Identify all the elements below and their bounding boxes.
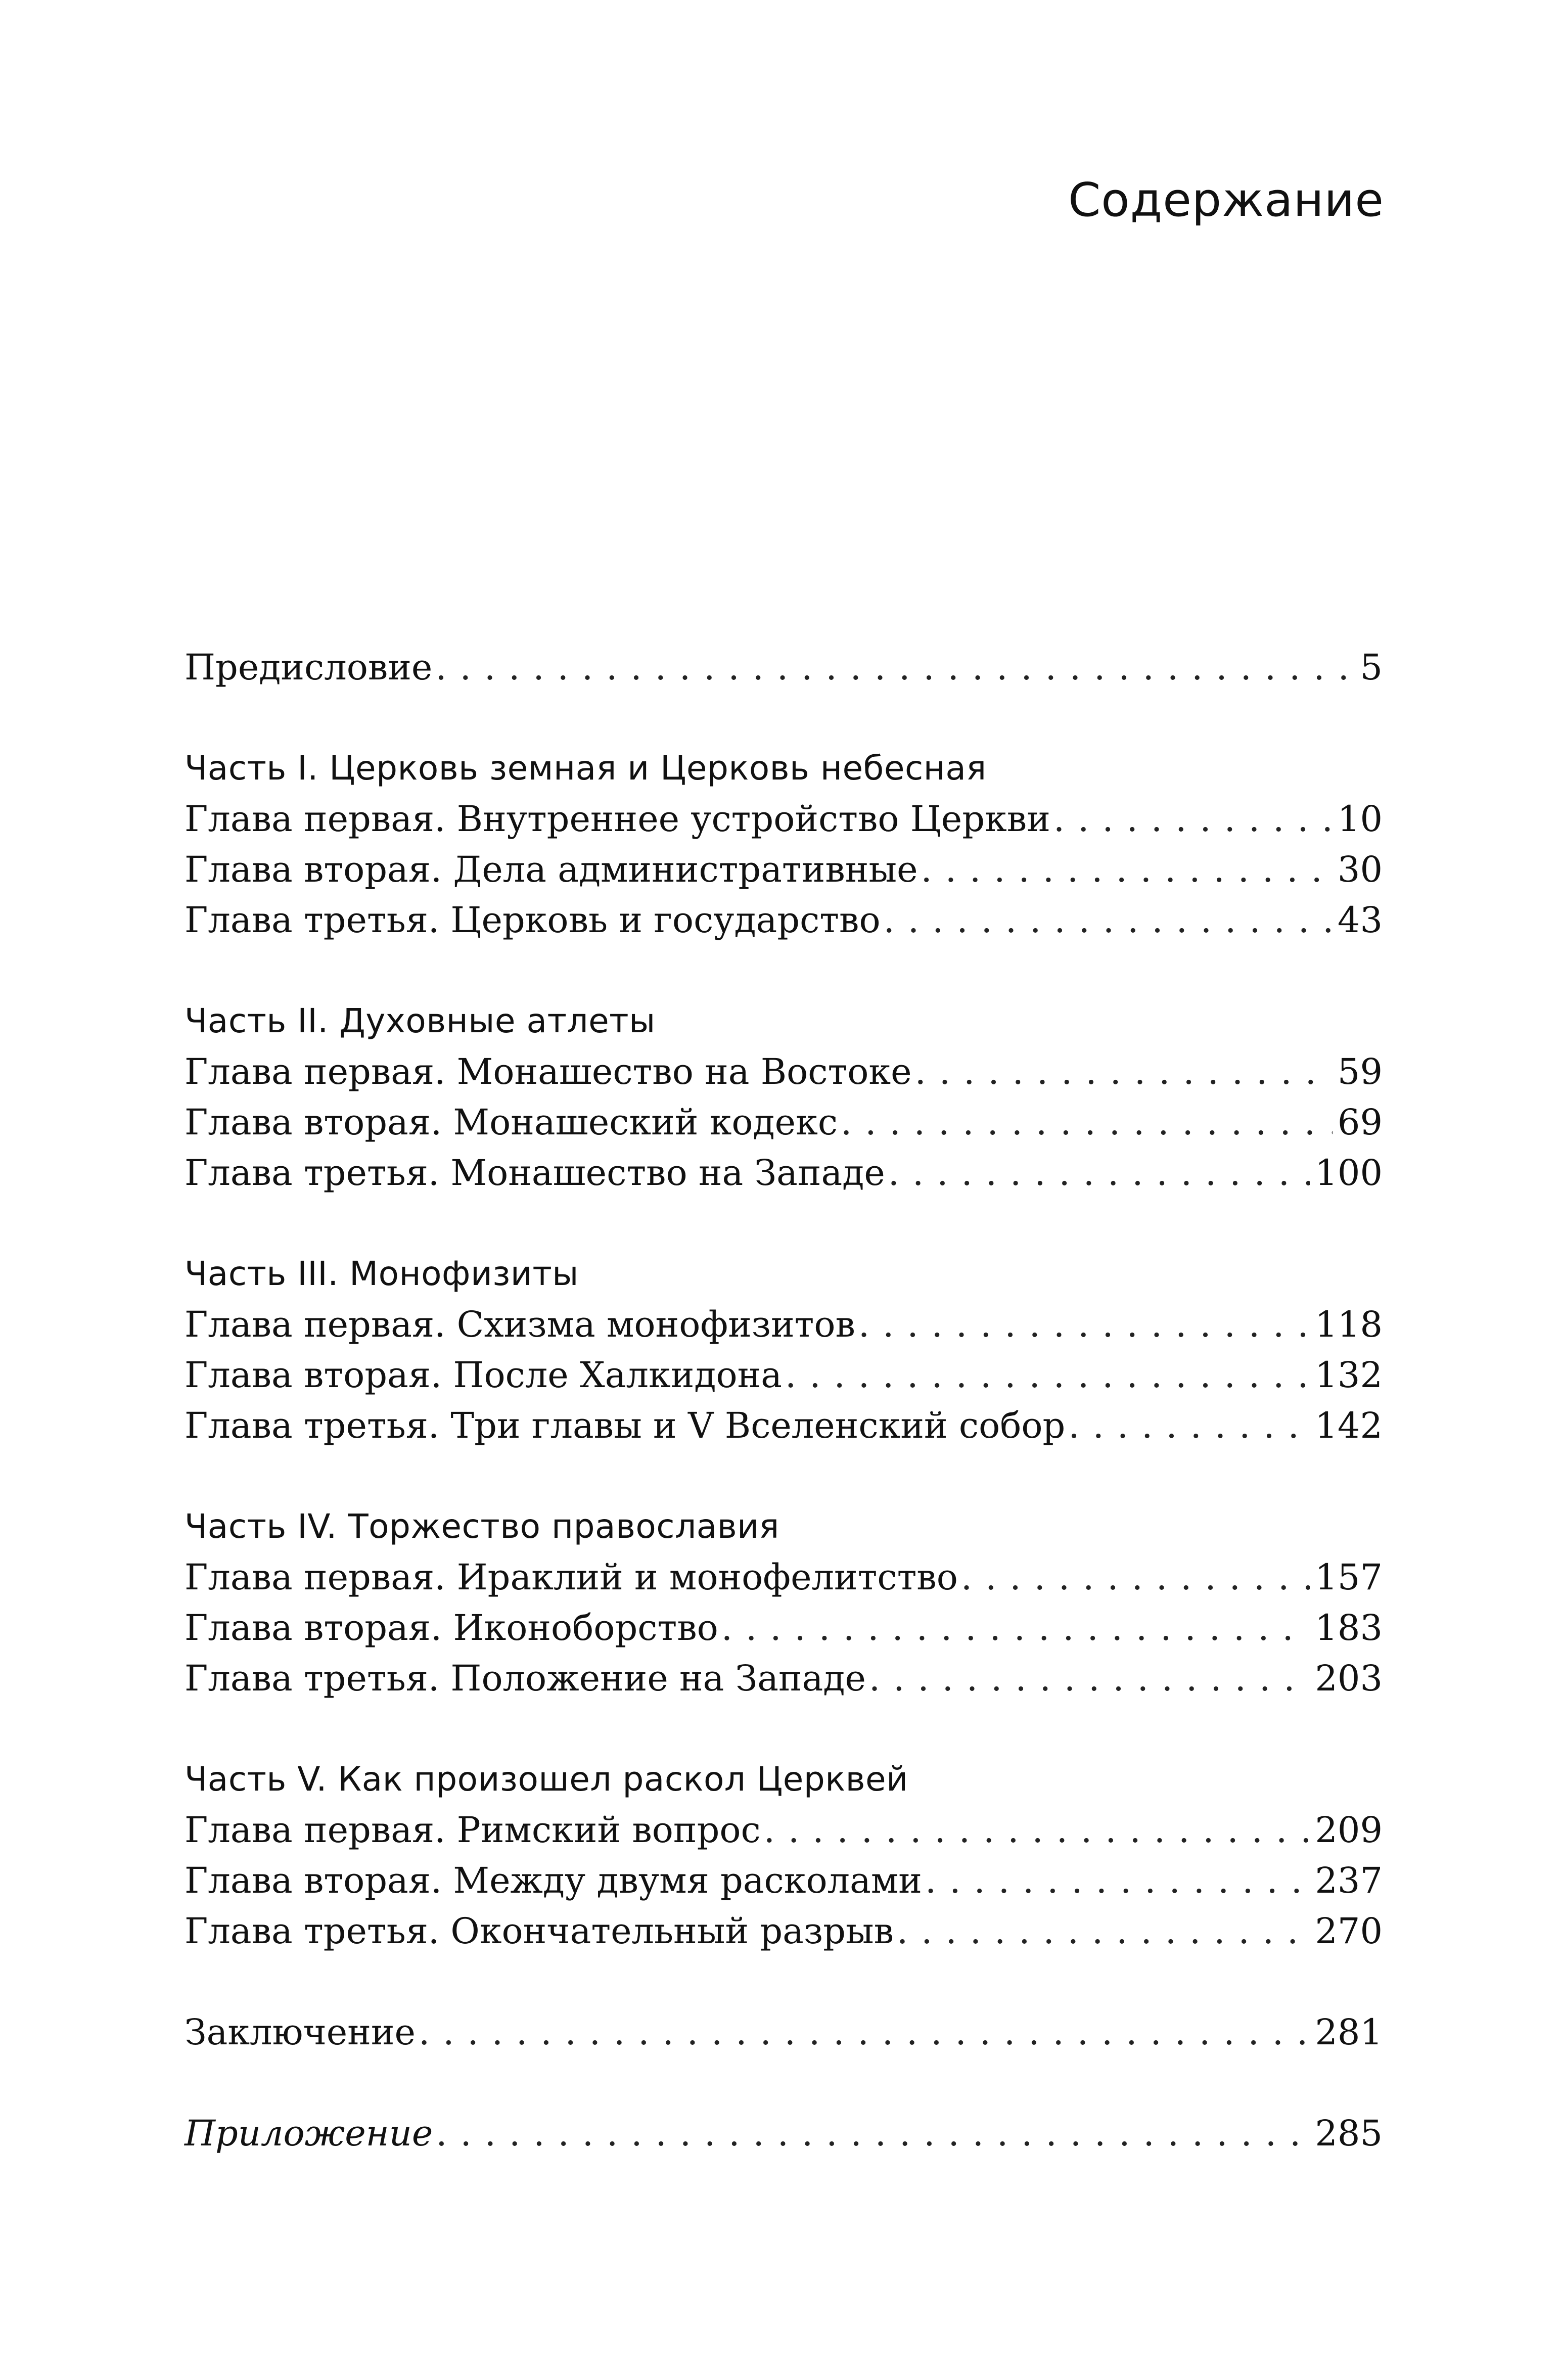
- toc-entry-page: 69: [1337, 1102, 1383, 1143]
- toc-entry-chapter[interactable]: [185, 895, 1383, 945]
- leader-dots: [858, 1299, 1310, 1350]
- leader-dots: [419, 2007, 1310, 2057]
- toc-entry-chapter[interactable]: [185, 1400, 1383, 1451]
- leader-dots: [897, 1906, 1310, 1956]
- toc-entry-label: Глава вторая. После Халкидона: [185, 1354, 783, 1396]
- toc-entry-chapter[interactable]: [185, 1350, 1383, 1400]
- leader-dots: [925, 1855, 1310, 1906]
- part-heading-5: Часть V. Как произошел раскол Церквей: [185, 1760, 908, 1799]
- part-heading-3: Часть III. Монофизиты: [185, 1254, 579, 1293]
- leader-dots: [785, 1350, 1310, 1400]
- toc-entry-label: Глава третья. Три главы и V Вселенский собор: [185, 1405, 1066, 1446]
- toc-entry-label: Глава третья. Окончательный разрыв: [185, 1910, 894, 1952]
- toc-entry-page: 118: [1315, 1304, 1383, 1345]
- toc-entry-chapter[interactable]: [185, 1148, 1383, 1198]
- toc-entry-page: 5: [1360, 647, 1383, 688]
- toc-entry-chapter[interactable]: [185, 844, 1383, 895]
- toc-entry-page: 132: [1315, 1354, 1383, 1396]
- toc-entry-conclusion[interactable]: [185, 2007, 1383, 2057]
- page-title: Содержание: [1068, 173, 1384, 227]
- toc-entry-page: 209: [1315, 1809, 1383, 1851]
- toc-entry-label: Глава первая. Внутреннее устройство Церкви: [185, 798, 1050, 840]
- toc-entry-preface[interactable]: [185, 642, 1383, 693]
- leader-dots: [721, 1603, 1310, 1653]
- toc-entry-page: 30: [1337, 849, 1383, 890]
- toc-entry-page: 237: [1315, 1860, 1383, 1901]
- toc-entry-label: Глава вторая. Между двумя расколами: [185, 1860, 922, 1901]
- toc-entry-page: 281: [1315, 2011, 1383, 2053]
- toc-entry-page: 157: [1315, 1557, 1383, 1598]
- toc-entry-chapter[interactable]: [185, 1906, 1383, 1956]
- toc-entry-chapter[interactable]: [185, 1046, 1383, 1097]
- leader-dots: [436, 2108, 1310, 2159]
- toc-entry-page: 59: [1337, 1051, 1383, 1092]
- part-heading-1: Часть I. Церковь земная и Церковь небесная: [185, 749, 987, 788]
- toc-entry-label: Глава вторая. Дела административные: [185, 849, 918, 890]
- leader-dots: [884, 895, 1333, 945]
- toc-entry-chapter[interactable]: [185, 1603, 1383, 1653]
- toc-entry-label: Предисловие: [185, 647, 433, 688]
- toc-entry-page: 43: [1337, 899, 1383, 941]
- toc-entry-appendix[interactable]: [185, 2108, 1383, 2159]
- toc-entry-chapter[interactable]: [185, 1299, 1383, 1350]
- leader-dots: [915, 1046, 1333, 1097]
- toc-entry-page: 270: [1315, 1910, 1383, 1952]
- toc-entry-label: Глава вторая. Иконоборство: [185, 1607, 718, 1649]
- toc-entry-page: 142: [1315, 1405, 1383, 1446]
- toc-entry-chapter[interactable]: [185, 1097, 1383, 1148]
- toc-entry-page: 183: [1315, 1607, 1383, 1649]
- leader-dots: [841, 1097, 1333, 1148]
- toc-entry-label: Глава вторая. Монашеский кодекс: [185, 1102, 838, 1143]
- table-of-contents: [185, 642, 1383, 2159]
- leader-dots: [961, 1552, 1310, 1603]
- toc-entry-label: Приложение: [185, 2113, 433, 2154]
- toc-entry-label: Глава первая. Монашество на Востоке: [185, 1051, 912, 1092]
- toc-entry-chapter[interactable]: [185, 794, 1383, 844]
- toc-entry-page: 203: [1315, 1658, 1383, 1699]
- leader-dots: [764, 1805, 1310, 1855]
- toc-entry-label: Глава третья. Церковь и государство: [185, 899, 881, 941]
- leader-dots: [888, 1148, 1310, 1198]
- toc-entry-page: 100: [1315, 1152, 1383, 1194]
- part-heading-4: Часть IV. Торжество православия: [185, 1507, 779, 1546]
- leader-dots: [1053, 794, 1333, 844]
- toc-entry-label: Глава третья. Монашество на Западе: [185, 1152, 885, 1194]
- leader-dots: [1068, 1400, 1310, 1451]
- leader-dots: [869, 1653, 1310, 1704]
- toc-entry-chapter[interactable]: [185, 1552, 1383, 1603]
- toc-entry-chapter[interactable]: [185, 1653, 1383, 1704]
- toc-entry-page: 285: [1315, 2113, 1383, 2154]
- toc-entry-label: Глава третья. Положение на Западе: [185, 1658, 866, 1699]
- toc-entry-page: 10: [1337, 798, 1383, 840]
- toc-entry-label: Глава первая. Схизма монофизитов: [185, 1304, 855, 1345]
- toc-entry-chapter[interactable]: [185, 1805, 1383, 1855]
- part-heading-2: Часть II. Духовные атлеты: [185, 1001, 656, 1040]
- toc-entry-label: Глава первая. Римский вопрос: [185, 1809, 761, 1851]
- toc-entry-label: Заключение: [185, 2011, 416, 2053]
- leader-dots: [435, 642, 1355, 693]
- toc-entry-label: Глава первая. Ираклий и монофелитство: [185, 1557, 958, 1598]
- toc-entry-chapter[interactable]: [185, 1855, 1383, 1906]
- leader-dots: [921, 844, 1333, 895]
